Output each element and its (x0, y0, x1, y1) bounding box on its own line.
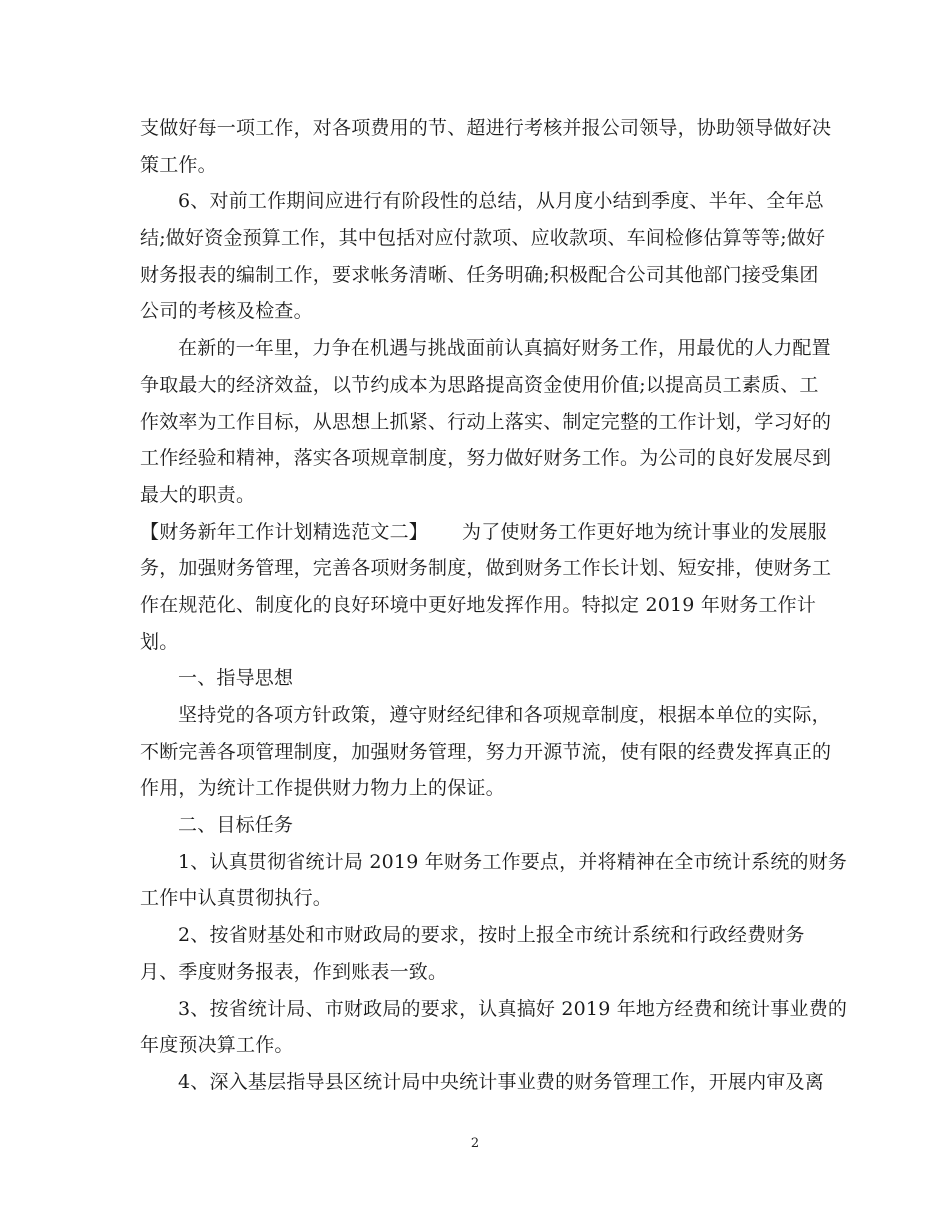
paragraph-line: 年度预决算工作。 (140, 1034, 294, 1057)
page-number: 2 (470, 1136, 480, 1151)
paragraph-line: 不断完善各项管理制度，加强财务管理，努力开源节流，使有限的经费发挥真正的 (140, 740, 832, 763)
paragraph-line: 坚持党的各项方针政策，遵守财经纪律和各项规章制度，根据本单位的实际， (178, 704, 831, 726)
paragraph-line: 3、按省统计局、市财政局的要求，认真搞好 2019 年地方经费和统计事业费的 (178, 997, 848, 1020)
paragraph-line: 工作中认真贯彻执行。 (140, 887, 333, 910)
body-text (140, 110, 848, 1101)
paragraph-line: 作效率为工作目标，从思想上抓紧、行动上落实、制定完整的工作计划，学习好的 (140, 410, 832, 433)
paragraph-line: 务，加强财务管理，完善各项财务制度，做到财务工作长计划、短安排，使财务工 (140, 557, 832, 580)
paragraph-line: 最大的职责。 (140, 483, 256, 506)
paragraph-line: 6、对前工作期间应进行有阶段性的总结，从月度小结到季度、半年、全年总 (178, 190, 824, 213)
paragraph-line: 1、认真贯彻省统计局 2019 年财务工作要点，并将精神在全市统计系统的财务 (178, 850, 848, 873)
paragraph-line: 4、深入基层指导县区统计局中央统计事业费的财务管理工作，开展内审及离 (178, 1070, 824, 1093)
paragraph-line: 在新的一年里，力争在机遇与挑战面前认真搞好财务工作，用最优的人力配置 (178, 337, 831, 360)
paragraph-line: 支做好每一项工作，对各项费用的节、超进行考核并报公司领导，协助领导做好决 (140, 117, 832, 139)
paragraph-line: 2、按省财基处和市财政局的要求，按时上报全市统计系统和行政经费财务 (178, 924, 805, 947)
subheading-target-tasks: 二、目标任务 (178, 814, 294, 837)
section-heading-line (140, 514, 827, 551)
paragraph-line: 结;做好资金预算工作，其中包括对应付款项、应收款项、车间检修估算等等;做好 (140, 227, 826, 250)
paragraph-line: 争取最大的经济效益，以节约成本为思路提高资金使用价值;以提高员工素质、工 (140, 373, 819, 396)
paragraph-line: 月、季度财务报表，作到账表一致。 (140, 960, 448, 983)
subheading-guiding-thought: 一、指导思想 (178, 667, 294, 690)
paragraph-line: 财务报表的编制工作，要求帐务清晰、任务明确;积极配合公司其他部门接受集团 (140, 263, 819, 286)
paragraph-line: 策工作。 (140, 153, 217, 176)
paragraph-line: 公司的考核及检查。 (140, 300, 313, 323)
section-title: 【财务新年工作计划精选范文二】 (140, 520, 429, 543)
paragraph-line: 工作经验和精神，落实各项规章制度，努力做好财务工作。为公司的良好发展尽到 (140, 447, 832, 470)
paragraph-line: 作在规范化、制度化的良好环境中更好地发挥作用。特拟定 2019 年财务工作计 (140, 593, 817, 616)
paragraph-line: 划。 (140, 630, 179, 653)
paragraph-line: 作用，为统计工作提供财力物力上的保证。 (140, 777, 505, 800)
section-intro-text: 为了使财务工作更好地为统计事业的发展服 (462, 520, 827, 543)
